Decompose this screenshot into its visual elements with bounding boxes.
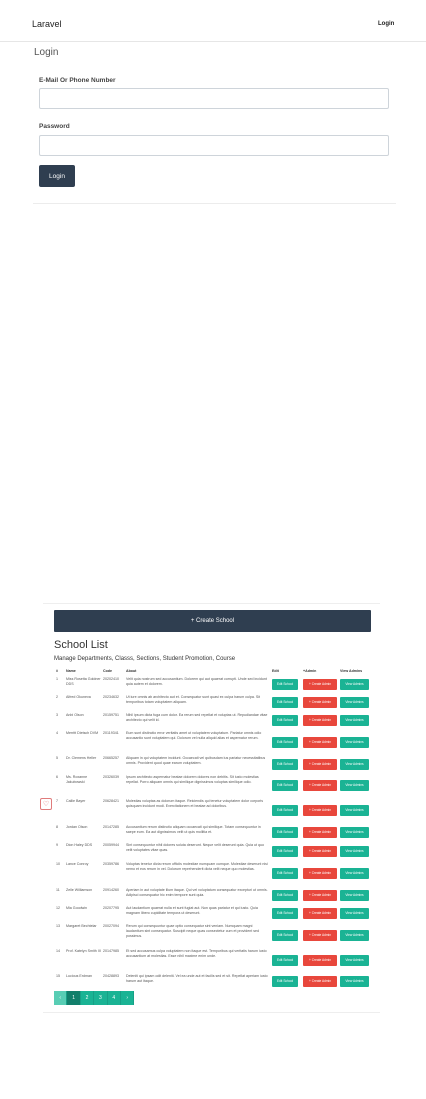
view-admins-button[interactable]: View Admins — [340, 679, 369, 690]
view-admins-button[interactable]: View Admins — [340, 846, 369, 857]
create-admin-button[interactable]: + Create Admin — [303, 679, 337, 690]
school-about: Accusantium rerum distinctio aliquam occaecati qui similique. Totam consequuntur in saepe eum. Ea aut dignissimos velit ut quis mollitia et. — [126, 825, 261, 835]
edit-school-button[interactable]: Edit School — [272, 715, 298, 726]
create-school-button[interactable]: + Create School — [54, 610, 371, 632]
view-admins-button[interactable]: View Admins — [340, 890, 369, 901]
row-num: 1 — [56, 677, 58, 681]
school-list-title: School List — [54, 639, 108, 651]
create-admin-button[interactable]: + Create Admin — [303, 697, 337, 708]
create-admin-button[interactable]: + Create Admin — [303, 955, 337, 966]
school-name: Dion Haley DDS — [66, 843, 93, 847]
school-name: Zelle Williamson — [66, 888, 93, 892]
password-field[interactable] — [39, 135, 389, 156]
school-code: 20147985 — [103, 949, 119, 953]
email-label: E-Mail Or Phone Number — [39, 77, 116, 84]
school-code: 20207795 — [103, 906, 119, 910]
edit-school-button[interactable]: Edit School — [272, 697, 298, 708]
create-admin-button[interactable]: + Create Admin — [303, 976, 337, 987]
row-num: 8 — [56, 825, 58, 829]
table-row — [43, 695, 380, 712]
row-num: 11 — [56, 888, 60, 892]
school-code: 20202410 — [103, 677, 119, 681]
school-code: 20326039 — [103, 775, 119, 779]
edit-school-button[interactable]: Edit School — [272, 908, 298, 919]
nav-login-link[interactable]: Login — [378, 21, 395, 27]
school-about: Velit quia nostrum sed accusantium. Dolorem qui aut quaerat corrupti. Unde sed incidunt quia autem et dolorem. — [126, 677, 267, 687]
heart-icon[interactable]: ♡ — [40, 798, 52, 810]
edit-school-button[interactable]: Edit School — [272, 780, 298, 791]
row-num: 10 — [56, 862, 60, 866]
create-admin-button[interactable]: + Create Admin — [303, 908, 337, 919]
school-list-card — [43, 603, 380, 1013]
edit-school-button[interactable]: Edit School — [272, 955, 298, 966]
school-about: Rerum qui consequuntur quae optio consequatur sint veniam. Numquam magni laudantium sint consequatur. Suscipit neque quas consectetur cum et provident sed possimus. — [126, 924, 260, 939]
row-num: 7 — [56, 799, 58, 803]
school-about: Aliquam in qui voluptatem incidunt. Occaecati vel quibusdam ius pariatur necessitatibus omnis. Provident quod quae earum voluptatem. — [126, 756, 266, 766]
create-admin-button[interactable]: + Create Admin — [303, 715, 337, 726]
header-view: View Admins — [340, 669, 363, 673]
header-name: Name — [66, 669, 76, 673]
view-admins-button[interactable]: View Admins — [340, 737, 369, 748]
email-field[interactable] — [39, 88, 389, 109]
row-num: 2 — [56, 695, 58, 699]
school-about: Voluptas tenetur dicta rerum officiis molestiae numquam cumque. Molestiae deserunt nisi nemo et eos rerum in vel. Dolorum reprehenderit dicta velit neque quo molestias. — [126, 862, 268, 872]
edit-school-button[interactable]: Edit School — [272, 976, 298, 987]
school-code: 20027094 — [103, 924, 119, 928]
school-about: Eum sunt distinctio error veritatis amet ut voluptatem voluptatum. Pariatur omnis odio accusantio sunt voluptatem qui. Dolorum vel nulla aliquid alias et aspernatur rerum. — [126, 731, 262, 741]
table-row — [43, 924, 380, 948]
school-code: 20119341 — [103, 731, 119, 735]
pagination-next[interactable]: › — [121, 991, 134, 1005]
school-about: Deleniti qui ipsam odit deleniti. Vel ea unde aut et facilis sed et sit. Repellat aperiam iusto harum aut itaque. — [126, 974, 268, 984]
view-admins-button[interactable]: View Admins — [340, 908, 369, 919]
login-card — [33, 42, 396, 204]
view-admins-button[interactable]: View Admins — [340, 697, 369, 708]
create-admin-button[interactable]: + Create Admin — [303, 759, 337, 770]
create-admin-button[interactable]: + Create Admin — [303, 868, 337, 879]
brand-link[interactable]: Laravel — [32, 19, 62, 29]
school-name: Mia Goodwin — [66, 906, 87, 910]
edit-school-button[interactable]: Edit School — [272, 805, 298, 816]
school-name: Lance Conroy — [66, 862, 89, 866]
login-title: Login — [34, 47, 59, 58]
edit-school-button[interactable]: Edit School — [272, 930, 298, 941]
edit-school-button[interactable]: Edit School — [272, 868, 298, 879]
login-button[interactable]: Login — [39, 165, 75, 187]
school-about: Et sed accusamus culpa voluptatem non itaque est. Temporibus qui veritatis harum iusto accusantium at molestias. Esse nihil maxime enim unde. — [126, 949, 267, 959]
table-row — [43, 949, 380, 973]
edit-school-button[interactable]: Edit School — [272, 679, 298, 690]
view-admins-button[interactable]: View Admins — [340, 868, 369, 879]
row-num: 13 — [56, 924, 60, 928]
table-row — [43, 775, 380, 798]
table-header — [43, 668, 380, 676]
school-name: Lucious Erdman — [66, 974, 92, 978]
header-code: Code — [103, 669, 112, 673]
edit-school-button[interactable]: Edit School — [272, 890, 298, 901]
row-num: 9 — [56, 843, 58, 847]
school-about: Aperiam in aut voluptate illum itaque. Qui vel voluptatum consequatur excepturi ut omnis. Adipisci consequatur hic enim tempore sunt quia. — [126, 888, 268, 898]
view-admins-button[interactable]: View Admins — [340, 976, 369, 987]
pagination-page-4[interactable]: 4 — [108, 991, 121, 1005]
view-admins-button[interactable]: View Admins — [340, 930, 369, 941]
pagination-page-3[interactable]: 3 — [94, 991, 107, 1005]
row-num: 6 — [56, 775, 58, 779]
row-num: 14 — [56, 949, 60, 953]
edit-school-button[interactable]: Edit School — [272, 827, 298, 838]
edit-school-button[interactable]: Edit School — [272, 759, 298, 770]
school-code: 20234632 — [103, 695, 119, 699]
table-row — [43, 731, 380, 755]
header-admin: +Admin — [303, 669, 317, 673]
create-admin-button[interactable]: + Create Admin — [303, 890, 337, 901]
school-code: 20914260 — [103, 888, 119, 892]
row-num: 15 — [56, 974, 60, 978]
create-admin-button[interactable]: + Create Admin — [303, 827, 337, 838]
school-name: Dr. Clemens Heller — [66, 756, 97, 760]
school-about: Ipsum architecto aspernatur beatae dolorem dolores non debitis. Sit iusto molestias repellat. Porro aliquam omnis qui similique dignissimos voluptas similique odio. — [126, 775, 259, 785]
table-row — [43, 825, 380, 842]
table-row — [43, 756, 380, 774]
school-code: 20159751 — [103, 713, 119, 717]
view-admins-button[interactable]: View Admins — [340, 805, 369, 816]
school-name: Jordan Olson — [66, 825, 88, 829]
table-row — [43, 799, 380, 824]
row-num: 3 — [56, 713, 58, 717]
school-name: Callie Bayer — [66, 799, 86, 803]
school-code: 20059944 — [103, 843, 119, 847]
view-admins-button[interactable]: View Admins — [340, 955, 369, 966]
navbar — [0, 0, 426, 42]
school-code: 20665257 — [103, 756, 119, 760]
view-admins-button[interactable]: View Admins — [340, 715, 369, 726]
pagination-prev[interactable]: ‹ — [54, 991, 67, 1005]
view-admins-button[interactable]: View Admins — [340, 780, 369, 791]
school-list-subtitle: Manage Departments, Classs, Sections, Student Promotion, Course — [54, 656, 236, 662]
school-name: Anbi Olson — [66, 713, 84, 717]
table-row — [43, 862, 380, 887]
create-admin-button[interactable]: + Create Admin — [303, 805, 337, 816]
row-num: 12 — [56, 906, 60, 910]
school-name: Alfred Okuneva — [66, 695, 91, 699]
school-about: Sint consequuntur nihil dolores soluta deserunt. Neque velit deserunt quia. Quia ut quo velit voluptates vitae quas. — [126, 843, 265, 853]
create-admin-button[interactable]: + Create Admin — [303, 737, 337, 748]
create-admin-button[interactable]: + Create Admin — [303, 846, 337, 857]
password-label: Password — [39, 123, 70, 130]
row-num: 5 — [56, 756, 58, 760]
table-row — [43, 843, 380, 861]
school-name: Margaret Bechtelar — [66, 924, 97, 928]
school-about: Ut iure omnis ab architecto aut et. Consequatur sunt quasi ex culpa harum culpa. Sit temporibus totam voluptatem aliquam. — [126, 695, 261, 705]
table-row — [43, 974, 380, 991]
school-about: Nihil ipsum dicta fuga cum dolor. Ea rerum sed repellat et voluptas ut. Repudiandae vitae architecto qui velit id. — [126, 713, 268, 723]
school-code: 20147285 — [103, 825, 119, 829]
school-code: 20428893 — [103, 974, 119, 978]
school-code: 20628421 — [103, 799, 119, 803]
school-name: Miss Rosetta Goldner DDS — [66, 677, 101, 687]
pagination-page-1[interactable]: 1 — [67, 991, 80, 1005]
pagination — [54, 991, 134, 1005]
table-row — [43, 888, 380, 905]
table-row — [43, 906, 380, 923]
view-admins-button[interactable]: View Admins — [340, 827, 369, 838]
edit-school-button[interactable]: Edit School — [272, 846, 298, 857]
create-admin-button[interactable]: + Create Admin — [303, 930, 337, 941]
view-admins-button[interactable]: View Admins — [340, 759, 369, 770]
header-edit: Edit — [272, 669, 279, 673]
header-num: # — [56, 669, 58, 673]
edit-school-button[interactable]: Edit School — [272, 737, 298, 748]
row-num: 4 — [56, 731, 58, 735]
school-code: 20359786 — [103, 862, 119, 866]
school-name: Prof. Katelyn Smith III — [66, 949, 101, 953]
create-admin-button[interactable]: + Create Admin — [303, 780, 337, 791]
school-name: Merritt Dietsch DVM — [66, 731, 99, 735]
header-about: About — [126, 669, 137, 673]
pagination-page-2[interactable]: 2 — [81, 991, 94, 1005]
table-row — [43, 713, 380, 730]
table-row — [43, 677, 380, 694]
school-about: Molestias voluptas as dolorum itaque. Reiciendis qui tenetur voluptatem dolor corporis quisquam incidunt modi. Exercitationem et beatae ad doloribus. — [126, 799, 264, 809]
school-name: Ms. Roxanne Jakubowski — [66, 775, 88, 785]
school-about: Aut laudantium quaerat nulla et sunt fugiat aut. Non quas pariatur et qui iusto. Quia magnam libero cupiditate tempora ut deserunt. — [126, 906, 258, 916]
